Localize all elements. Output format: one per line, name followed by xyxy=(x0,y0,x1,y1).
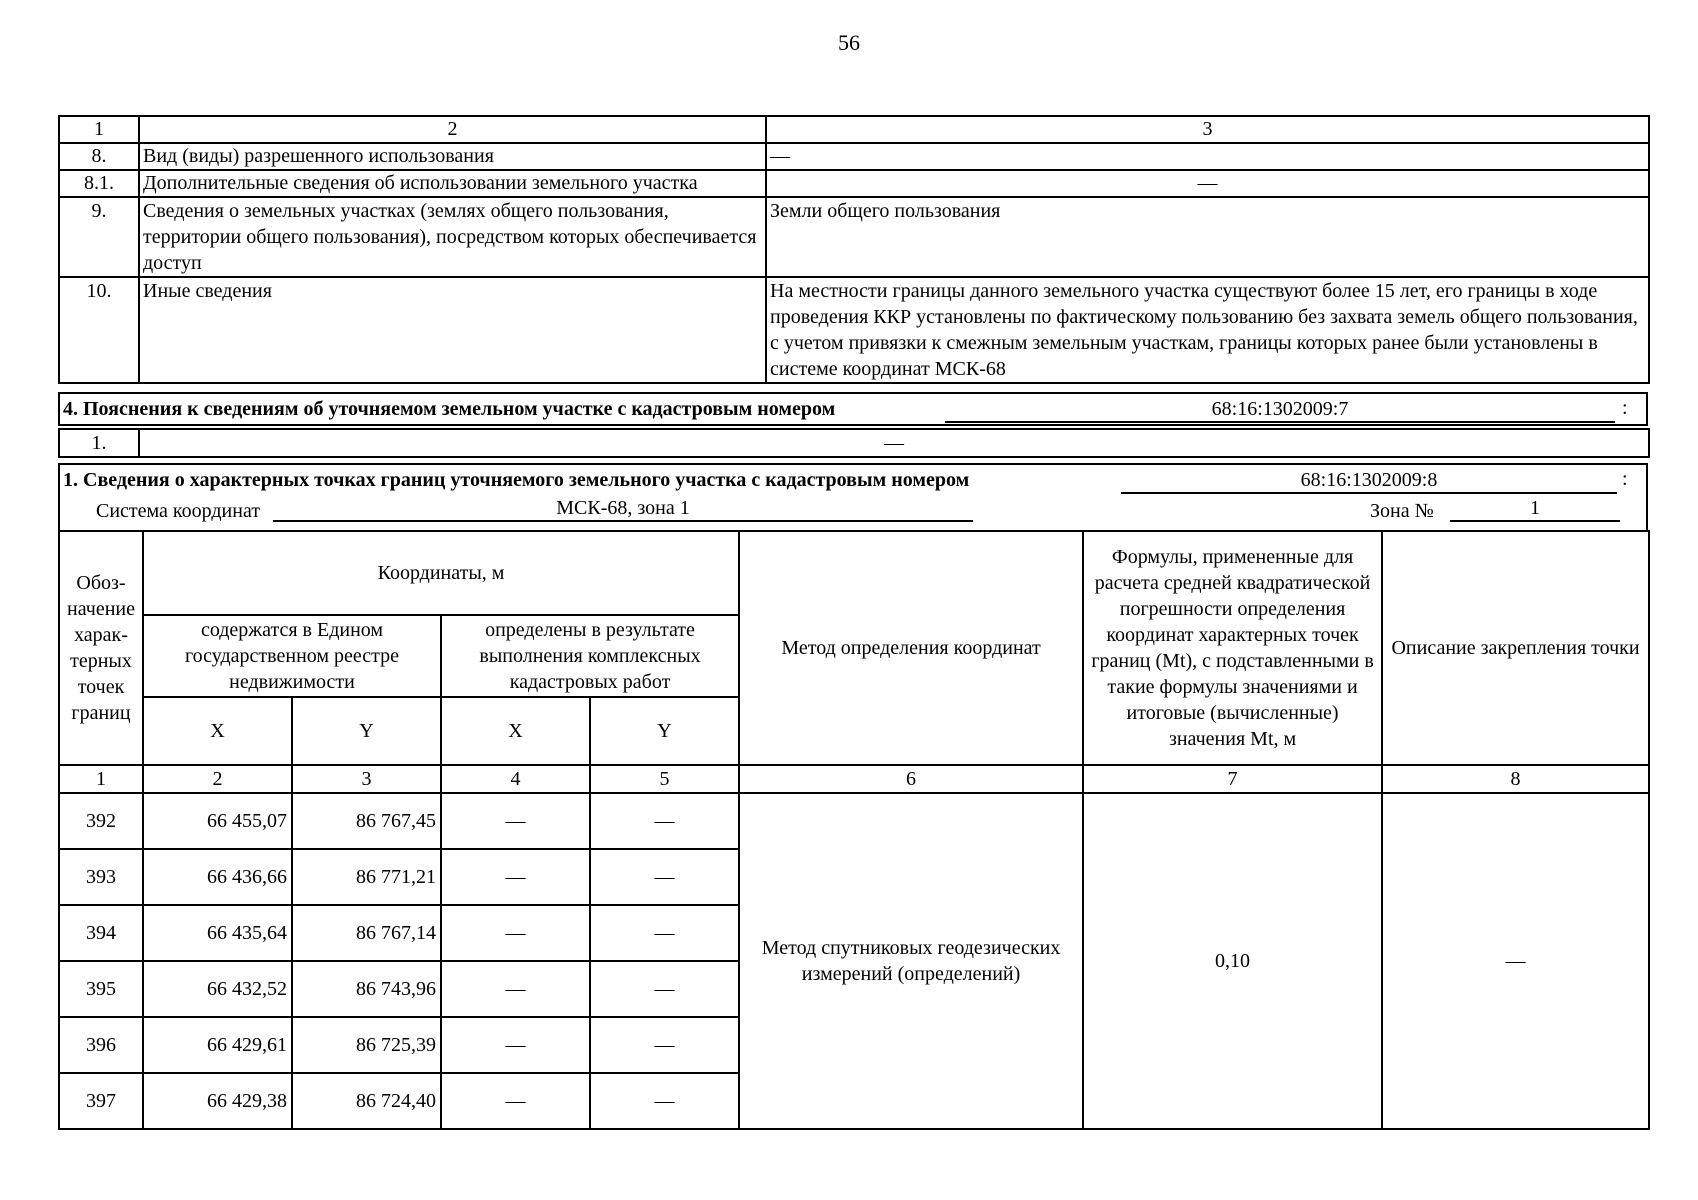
col-number: 6 xyxy=(739,765,1083,793)
x-value: 66 429,38 xyxy=(143,1073,292,1129)
coordinates-header: Координаты, м xyxy=(143,531,739,615)
explanations-title: 4. Пояснения к сведениям об уточняемом земельном участке с кадастровым номером xyxy=(63,398,836,420)
table-row xyxy=(59,277,1649,383)
cadastral-number: 68:16:1302009:7 xyxy=(945,397,1615,423)
x2-value: — xyxy=(441,961,590,1017)
x-value: 66 455,07 xyxy=(143,793,292,849)
col-header: 1 xyxy=(59,116,139,143)
y2-value: — xyxy=(590,849,739,905)
y-header: Y xyxy=(590,697,739,765)
y2-value: — xyxy=(590,961,739,1017)
description-header: Описание закрепления точки xyxy=(1382,531,1649,765)
method-value: Метод спутниковых геодезических измерений (определений) xyxy=(739,793,1083,1129)
row-value: — xyxy=(766,170,1649,197)
x2-value: — xyxy=(441,793,590,849)
x2-value: — xyxy=(441,849,590,905)
col-number: 1 xyxy=(59,765,143,793)
table-row xyxy=(59,143,1649,170)
points-section-header xyxy=(58,463,1648,532)
col-number: 4 xyxy=(441,765,590,793)
x-header: X xyxy=(441,697,590,765)
row-value: На местности границы данного земельного участка существуют более 15 лет, его границы в ходе проведения ККР установлены по фактическому пользованию без захвата земель общего пользования, с учетом привязки к смежным земельным участкам, границы которых ранее были установлены в системе координат МСК-68 xyxy=(766,277,1649,383)
method-header: Метод определения координат xyxy=(739,531,1083,765)
colon: : xyxy=(1622,468,1628,490)
point-id: 393 xyxy=(59,849,143,905)
y-value: 86 724,40 xyxy=(292,1073,441,1129)
col-number: 7 xyxy=(1083,765,1382,793)
table-row xyxy=(59,793,1649,849)
row-value: — xyxy=(139,429,1649,457)
col-number: 3 xyxy=(292,765,441,793)
x2-value: — xyxy=(441,905,590,961)
y-value: 86 743,96 xyxy=(292,961,441,1017)
description-value: — xyxy=(1382,793,1649,1129)
x-header: X xyxy=(143,697,292,765)
y-value: 86 725,39 xyxy=(292,1017,441,1073)
x-value: 66 435,64 xyxy=(143,905,292,961)
col-header: 3 xyxy=(766,116,1649,143)
point-id: 395 xyxy=(59,961,143,1017)
coord-system-value: МСК-68, зона 1 xyxy=(273,496,973,522)
section-table xyxy=(58,115,1650,384)
row-value: Земли общего пользования xyxy=(766,197,1649,277)
zone-value: 1 xyxy=(1450,496,1620,522)
y2-value: — xyxy=(590,793,739,849)
points-section-title: 1. Сведения о характерных точках границ уточняемого земельного участка с кадастровым номером xyxy=(63,469,970,491)
points-cadastral-number: 68:16:1302009:8 xyxy=(1121,468,1617,494)
y-header: Y xyxy=(292,697,441,765)
point-id: 392 xyxy=(59,793,143,849)
y2-value: — xyxy=(590,1017,739,1073)
x-value: 66 429,61 xyxy=(143,1017,292,1073)
designation-header: Обоз-начение харак-терных точек границ xyxy=(59,531,143,765)
zone-label: Зона № xyxy=(1370,500,1434,522)
x-value: 66 432,52 xyxy=(143,961,292,1017)
row-number: 8. xyxy=(59,143,139,170)
coord-system-label: Система координат xyxy=(96,500,261,522)
y-value: 86 767,14 xyxy=(292,905,441,961)
row-label: Иные сведения xyxy=(139,277,766,383)
y-value: 86 771,21 xyxy=(292,849,441,905)
point-id: 396 xyxy=(59,1017,143,1073)
row-number: 8.1. xyxy=(59,170,139,197)
row-label: Дополнительные сведения об использовании земельного участка xyxy=(139,170,766,197)
column-numbers-row xyxy=(59,765,1649,793)
x-value: 66 436,66 xyxy=(143,849,292,905)
x2-value: — xyxy=(441,1017,590,1073)
row-number: 9. xyxy=(59,197,139,277)
x2-value: — xyxy=(441,1073,590,1129)
col-number: 8 xyxy=(1382,765,1649,793)
mt-value: 0,10 xyxy=(1083,793,1382,1129)
determined-header: определены в результате выполнения комплексных кадастровых работ xyxy=(441,615,739,697)
point-id: 394 xyxy=(59,905,143,961)
row-label: Сведения о земельных участках (землях общего пользования, территории общего пользования), посредством которых обеспечивается доступ xyxy=(139,197,766,277)
col-number: 5 xyxy=(590,765,739,793)
row-label: Вид (виды) разрешенного использования xyxy=(139,143,766,170)
row-value: — xyxy=(766,143,1649,170)
row-number: 10. xyxy=(59,277,139,383)
row-number: 1. xyxy=(59,429,139,457)
y2-value: — xyxy=(590,905,739,961)
table-row xyxy=(59,197,1649,277)
colon: : xyxy=(1622,397,1628,419)
explanations-header xyxy=(58,392,1648,426)
header-row xyxy=(59,116,1649,143)
table-row xyxy=(59,429,1649,457)
col-header: 2 xyxy=(139,116,766,143)
formulas-header: Формулы, примененные для расчета средней квадратической погрешности определения координат характерных точек границ (Mt), с подставленными в такие формулы значениями и итоговые (вычисленные) значения Mt, м xyxy=(1083,531,1382,765)
explanations-table xyxy=(58,428,1650,458)
y2-value: — xyxy=(590,1073,739,1129)
table-row xyxy=(59,170,1649,197)
col-number: 2 xyxy=(143,765,292,793)
page-number: 56 xyxy=(838,30,860,55)
points-table xyxy=(58,530,1650,1130)
in-registry-header: содержатся в Едином государственном реестре недвижимости xyxy=(143,615,441,697)
point-id: 397 xyxy=(59,1073,143,1129)
y-value: 86 767,45 xyxy=(292,793,441,849)
